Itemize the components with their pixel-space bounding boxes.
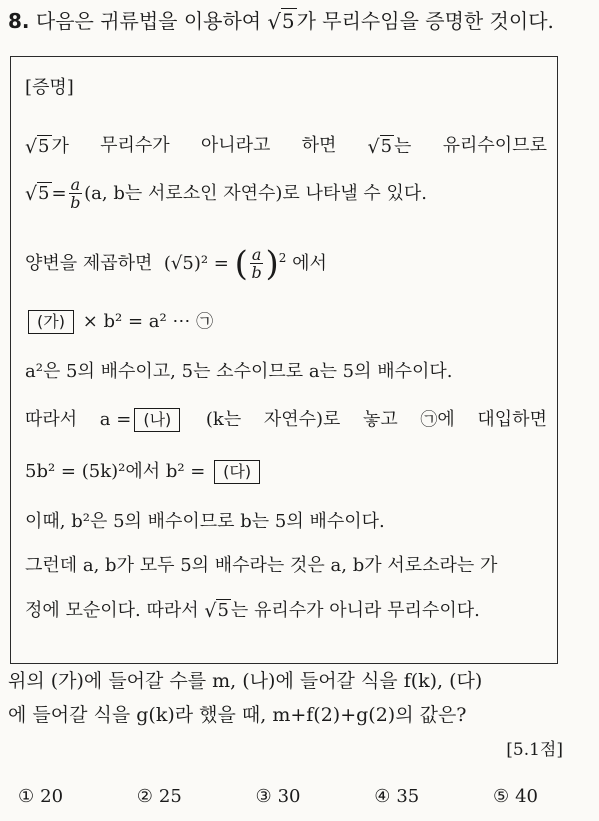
question-stem-before: 다음은 귀류법을 이용하여 [35, 9, 262, 33]
sqrt-five: √5 [267, 9, 295, 34]
question-stem-after: 가 무리수임을 증명한 것이다. [296, 9, 554, 33]
blank-ga: (가) [28, 310, 74, 334]
choice-2[interactable]: ② 25 [136, 786, 182, 807]
question-prompt [8, 664, 588, 732]
proof-line-5: a²은 5의 배수이고, 5는 소수이므로 a는 5의 배수이다. [25, 361, 453, 382]
proof-line-4: (가) × b² = a² ⋯ ㉠ [25, 307, 547, 337]
choice-3[interactable]: ③ 30 [255, 786, 301, 807]
proof-line-8: 이때, b²은 5의 배수이므로 b는 5의 배수이다. [25, 511, 385, 532]
question-prompt-line-1: 위의 (가)에 들어갈 수를 m, (나)에 들어갈 식을 f(k), (다) [8, 670, 483, 692]
proof-line-7: 5b² = (5k)²에서 b² = (다) [25, 457, 547, 487]
proof-line-2: √5 = $\frac{a}{b}$ (a, b는 서로소인 자연수)로 나타낼 수 있다. [25, 175, 428, 212]
proof-line-6: 따라서 a = (나) (k는 자연수)로 놓고 ㉠에 대입하면 [25, 409, 547, 430]
blank-da: (다) [214, 460, 260, 484]
choice-4[interactable]: ④ 35 [374, 786, 420, 807]
question-prompt-line-2: 에 들어갈 식을 g(k)라 했을 때, m+f(2)+g(2)의 값은? [8, 704, 467, 726]
proof-box [10, 56, 558, 664]
question-number: 8. [8, 9, 30, 33]
marker-giyeok: ㉠ [196, 312, 214, 332]
score-label: [5.1점] [506, 740, 563, 760]
answer-choices [18, 786, 538, 807]
blank-na: (나) [134, 408, 180, 432]
proof-line-1: √5 가 무리수가 아니라고 하면 √5 는 유리수이므로 [25, 135, 547, 158]
proof-line-9: 그런데 a, b가 모두 5의 배수라는 것은 a, b가 서로소라는 가 [25, 555, 498, 576]
proof-line-3: 양변을 제곱하면 (√5)² = ( $\frac{a}{b}$ )$^2$ 에서 [25, 244, 327, 284]
proof-label: [증명] [25, 77, 74, 98]
proof-line-10: 정에 모순이다. 따라서 √5 는 유리수가 아니라 무리수이다. [25, 600, 480, 622]
choice-1[interactable]: ① 20 [18, 786, 64, 807]
question-heading [8, 6, 593, 36]
choice-5[interactable]: ⑤ 40 [492, 786, 538, 807]
